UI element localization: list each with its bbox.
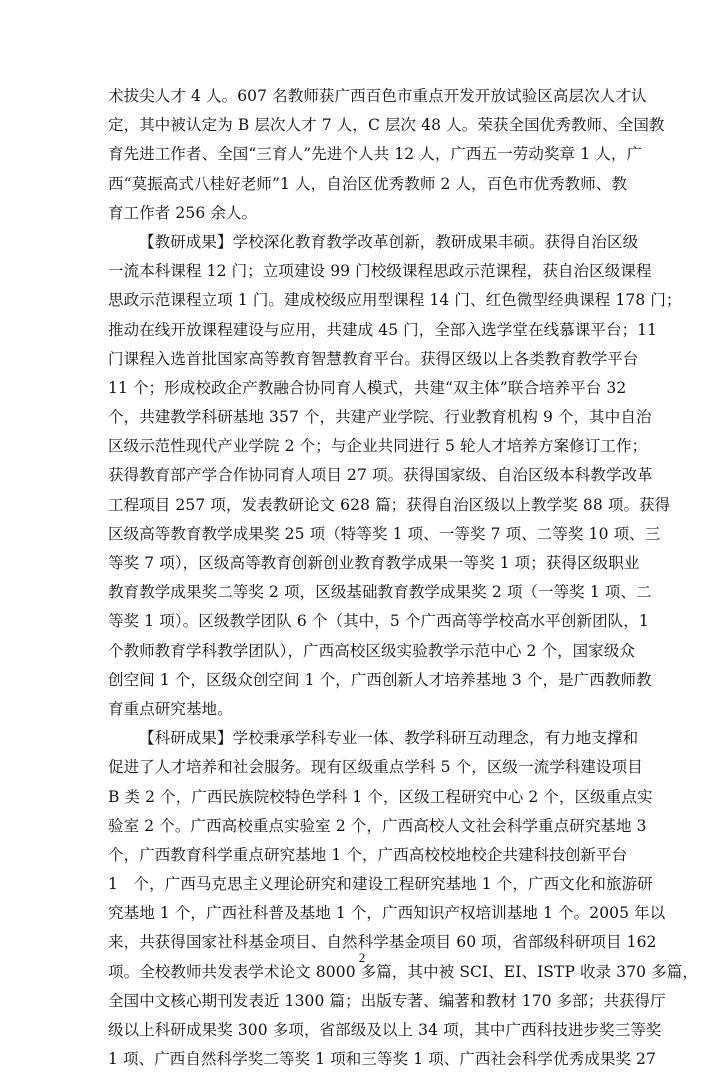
text-line: 项。全校教师共发表学术论文 8000 多篇，其中被 SCI、EI、ISTP 收录 370 多篇， [108, 962, 698, 981]
text-line: 个教师教育学科教学团队），广西高校区级实验教学示范中心 2 个，国家级众 [108, 641, 636, 660]
text-line: 级以上科研成果奖 300 多项，省部级及以上 34 项，其中广西科技进步奖三等奖 [108, 1021, 662, 1039]
text-line: 创空间 1 个，区级众创空间 1 个，广西创新人才培养基地 3 个，是广西教师教 [108, 670, 652, 689]
text-line: 西“莫振高式八桂好老师”1 人，自治区优秀教师 2 人，百色市优秀教师、教 [108, 174, 628, 193]
text-line: 11 个；形成校政企产教融合协同育人模式，共建“双主体”联合培养平台 32 [108, 378, 627, 397]
text-line: 1 个，广西马克思主义理论研究和建设工程研究基地 1 个，广西文化和旅游研 [108, 875, 653, 894]
text-line: 区级高等教育教学成果奖 25 项（特等奖 1 项、一等奖 7 项、二等奖 10 项、三 [108, 524, 661, 543]
text-line: 验室 2 个。广西高校重点实验室 2 个，广西高校人文社会科学重点研究基地 3 [108, 816, 647, 835]
text-line: 思政示范课程立项 1 门。建成校级应用型课程 14 门、红色微型经典课程 178 门； [108, 291, 682, 310]
text-line: 育重点研究基地。 [108, 699, 233, 718]
text-line: 定，其中被认定为 B 层次人才 7 人，C 层次 48 人。荣获全国优秀教师、全国教 [108, 116, 665, 135]
page-number: 2 [358, 950, 366, 965]
text-line: 一流本科课程 12 门；立项建设 99 门校级课程思政示范课程，获自治区级课程 [108, 262, 652, 281]
text-line: 个，共建教学科研基地 357 个，共建产业学院、行业教育机构 9 个，其中自治 [108, 408, 652, 427]
text-line: 教育教学成果奖二等奖 2 项，区级基础教育教学成果奖 2 项（一等奖 1 项、二 [108, 583, 652, 602]
text-line: 1 项、广西自然科学奖二等奖 1 项和三等奖 1 项、广西社会科学优秀成果奖 27 [108, 1050, 656, 1069]
text-line: 区级示范性现代产业学院 2 个；与企业共同进行 5 轮人才培养方案修订工作； [108, 437, 648, 456]
text-line: 促进了人才培养和社会服务。现有区级重点学科 5 个，区级一流学科建设项目 [108, 758, 643, 777]
text-line: B 类 2 个，广西民族院校特色学科 1 个，区级工程研究中心 2 个，区级重点实 [108, 787, 653, 806]
section-heading-line-scientific-research: 【科研成果】学校秉承学科专业一体、教学科研互动理念，有力地支撑和 [139, 729, 639, 748]
body-text [108, 82, 698, 1074]
text-line: 推动在线开放课程建设与应用，共建成 45 门，全部入选学堂在线慕课平台；11 [108, 320, 658, 339]
text-line: 术拔尖人才 4 人。607 名教师获广西百色市重点开发开放试验区高层次人才认 [108, 87, 647, 105]
text-line: 育先进工作者、全国“三育人”先进个人共 12 人，广西五一劳动奖章 1 人，广 [108, 145, 643, 164]
text-line: 究基地 1 个，广西社科普及基地 1 个，广西知识产权培训基地 1 个。2005 年以 [108, 904, 666, 923]
text-line: 工程项目 257 项，发表教研论文 628 篇；获得自治区级以上教学奖 88 项。获得 [108, 495, 671, 514]
text-line: 等奖 7 项），区级高等教育创新创业教育教学成果一等奖 1 项；获得区级职业 [108, 554, 640, 572]
text-line: 全国中文核心期刊发表近 1300 篇；出版专著、编著和教材 170 多部；共获得厅 [108, 991, 666, 1010]
text-line: 育工作者 256 余人。 [108, 203, 258, 222]
text-line: 等奖 1 项）。区级教学团队 6 个（其中，5 个广西高等学校高水平创新团队，1 [108, 612, 649, 631]
text-line: 门课程入选首批国家高等教育智慧教育平台。获得区级以上各类教育教学平台 [108, 349, 639, 368]
text-line: 获得教育部产学合作协同育人项目 27 项。获得国家级、自治区级本科教学改革 [108, 466, 653, 485]
section-heading-line-teaching-research: 【教研成果】学校深化教育教学改革创新，教研成果丰硕。获得自治区级 [139, 232, 639, 251]
text-line: 来，共获得国家社科基金项目、自然科学基金项目 60 项，省部级科研项目 162 [108, 933, 657, 952]
text-line: 个，广西教育科学重点研究基地 1 个，广西高校校地校企共建科技创新平台 [108, 845, 628, 864]
